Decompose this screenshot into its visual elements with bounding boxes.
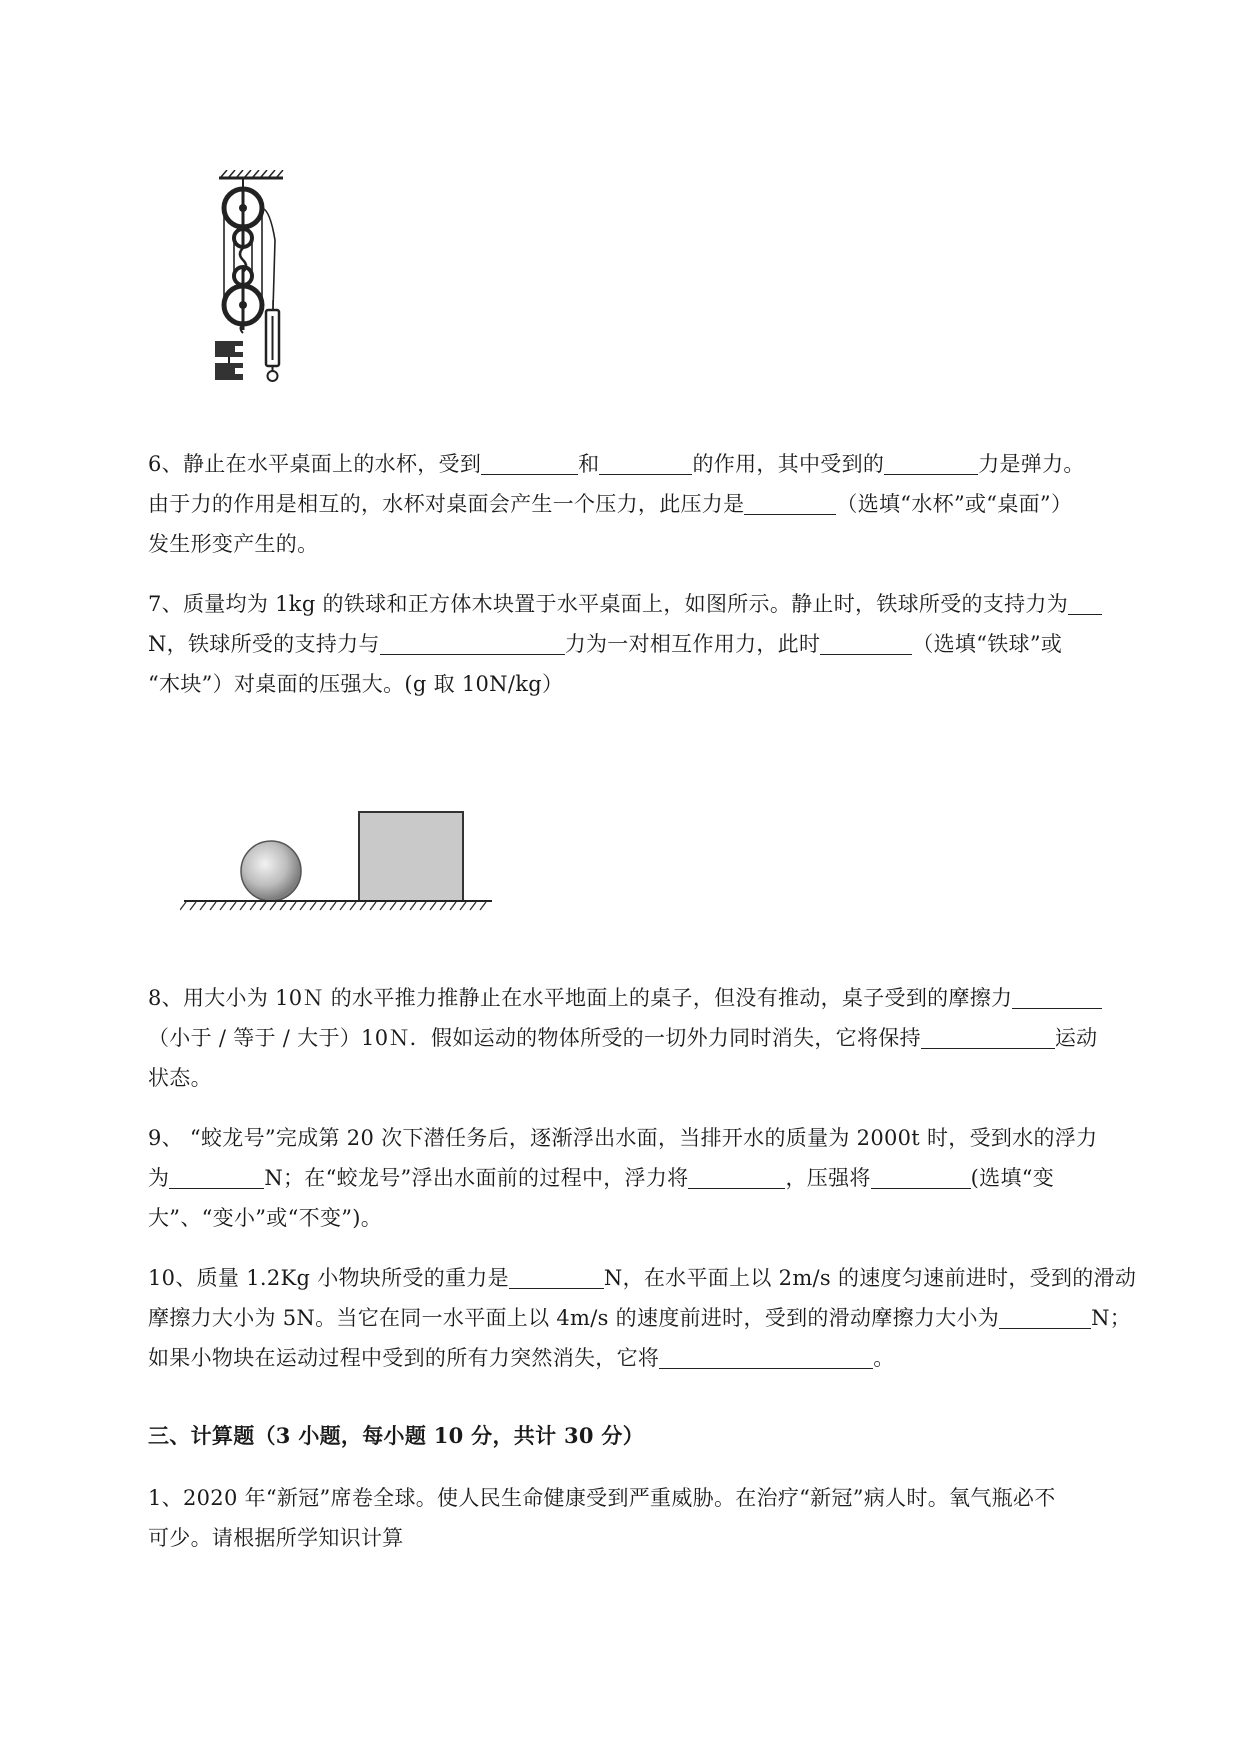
iron-ball xyxy=(241,841,301,901)
q6-text-3: 的作用，其中受到的 xyxy=(692,452,885,476)
wood-block xyxy=(359,812,463,901)
q6-blank-2[interactable] xyxy=(599,448,692,475)
pulley-system-figure xyxy=(215,170,325,435)
q7-text-2: N，铁球所受的支持力与 xyxy=(148,632,380,656)
calc1-text-1: 1、2020 年“新冠”席卷全球。使人民生命健康受到严重威胁。在治疗“新冠”病人时。氧气瓶必不 xyxy=(148,1486,1056,1510)
q10-text-1: 10、质量 1.2Kg 小物块所受的重力是 xyxy=(148,1266,509,1290)
q10-blank-1[interactable] xyxy=(509,1262,604,1289)
q10-text-6: 。 xyxy=(873,1346,895,1370)
q8-blank-1[interactable] xyxy=(1012,982,1102,1009)
q9-blank-2[interactable] xyxy=(688,1162,785,1189)
q7-text-1: 7、质量均为 1kg 的铁球和正方体木块置于水平桌面上，如图所示。静止时，铁球所受的支持力为 xyxy=(148,592,1069,616)
section-3-title: 三、计算题（3 小题，每小题 10 分，共计 30 分） xyxy=(148,1423,645,1448)
q8-text-2: （小于 / 等于 / 大于）10Ｎ．假如运动的物体所受的一切外力同时消失，它将保持 xyxy=(148,1026,921,1050)
question-6 xyxy=(148,444,1158,564)
q10-blank-3[interactable] xyxy=(659,1342,873,1369)
section-3-heading xyxy=(148,1416,1158,1456)
calc1-text-2: 可少。请根据所学知识计算 xyxy=(148,1526,404,1550)
q7-blank-3[interactable] xyxy=(820,628,912,655)
q10-text-5: 如果小物块在运动过程中受到的所有力突然消失，它将 xyxy=(148,1346,660,1370)
question-7 xyxy=(148,584,1158,704)
calculation-question-1 xyxy=(148,1478,1158,1558)
q9-text-3: N；在“蛟龙号”浮出水面前的过程中，浮力将 xyxy=(264,1166,689,1190)
q9-blank-1[interactable] xyxy=(169,1162,264,1189)
question-8 xyxy=(148,978,1158,1098)
table-hatch xyxy=(180,902,486,910)
q9-text-2: 为 xyxy=(148,1166,170,1190)
q7-text-4: （选填“铁球”或 xyxy=(912,632,1063,656)
q10-text-4: N； xyxy=(1091,1306,1132,1330)
spring-scale-ring xyxy=(268,371,278,381)
q10-text-3: 摩擦力大小为 5N。当它在同一水平面上以 4m/s 的速度前进时，受到的滑动摩擦力大小为 xyxy=(148,1306,1000,1330)
q6-blank-1[interactable] xyxy=(481,448,578,475)
q8-text-3: 运动 xyxy=(1054,1026,1098,1050)
q9-text-5: (选填“变 xyxy=(970,1166,1055,1190)
ball-and-block-figure xyxy=(180,790,500,920)
q6-text-2: 和 xyxy=(578,452,600,476)
q7-blank-2[interactable] xyxy=(380,628,565,655)
question-9 xyxy=(148,1118,1158,1238)
ceiling-hatch xyxy=(221,170,283,177)
q9-text-6: 大”、“变小”或“不变”)。 xyxy=(148,1206,383,1230)
q8-text-1: 8、用大小为 10Ｎ 的水平推力推静止在水平地面上的桌子，但没有推动，桌子受到的摩擦力 xyxy=(148,986,1013,1010)
q10-text-2: N，在水平面上以 2m/s 的速度匀速前进时，受到的滑动 xyxy=(603,1266,1137,1290)
q6-blank-4[interactable] xyxy=(744,488,836,515)
q7-text-5: “木块”）对桌面的压强大。(g 取 10N/kg） xyxy=(148,672,564,696)
q7-text-3: 力为一对相互作用力，此时 xyxy=(564,632,821,656)
q7-blank-1[interactable] xyxy=(1068,588,1102,615)
q6-text-7: 发生形变产生的。 xyxy=(148,532,319,556)
q6-text-4: 力是弹力。 xyxy=(978,452,1085,476)
q6-text-6: （选填“水杯”或“桌面”） xyxy=(836,492,1073,516)
q9-text-1: 9、 “蛟龙号”完成第 20 次下潜任务后，逐渐浮出水面，当排开水的质量为 2000t 时，受到水的浮力 xyxy=(148,1126,1098,1150)
q9-blank-3[interactable] xyxy=(871,1162,971,1189)
q10-blank-2[interactable] xyxy=(999,1302,1091,1329)
q8-text-4: 状态。 xyxy=(148,1066,212,1090)
q6-text-1: 6、静止在水平桌面上的水杯，受到 xyxy=(148,452,482,476)
q6-text-5: 由于力的作用是相互的，水杯对桌面会产生一个压力，此压力是 xyxy=(148,492,745,516)
q9-text-4: ，压强将 xyxy=(785,1166,871,1190)
q6-blank-3[interactable] xyxy=(884,448,978,475)
question-10 xyxy=(148,1258,1158,1378)
q8-blank-2[interactable] xyxy=(921,1022,1055,1049)
